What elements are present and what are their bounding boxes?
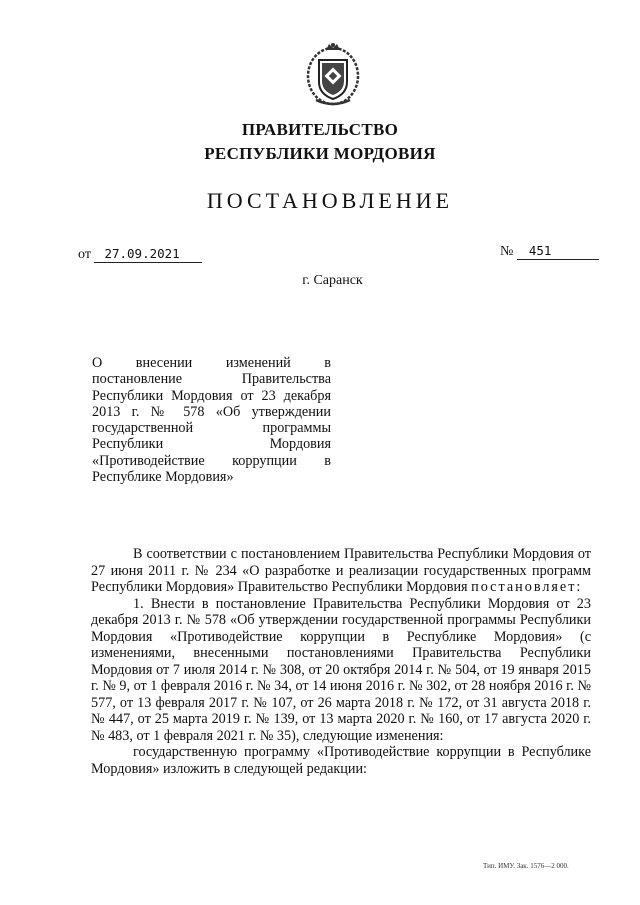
body-paragraph-1: [91, 546, 591, 596]
print-footer: Тип. ИМУ. Зак. 1576—2 000.: [483, 862, 569, 870]
resolution-keyword: постановляет:: [471, 579, 583, 595]
body-paragraph-2: 1. Внести в постановление Правительства Республики Мордовия от 23 декабря 2013 г. № 578 «Об утверждении государственной программы Республики Мордовия «Противодействие коррупции в Республике Мордовия» (с изменениями, внесенными постановлениями Правительства Республики Мордовия от 7 июля 2014 г. № 308, от 20 октября 2014 г. № 504, от 19 января 2015 г. № 9, от 1 февраля 2016 г. № 34, от 14 июня 2016 г. № 302, от 28 ноября 2016 г. № 577, от 13 февраля 2017 г. № 107, от 26 марта 2018 г. № 172, от 31 августа 2018 г. № 447, от 25 марта 2019 г. № 139, от 13 марта 2020 г. № 160, от 17 августа 2020 г. № 483, от 1 февраля 2021 г. № 35), следующие изменения:: [91, 595, 591, 744]
date-value: 27.09.2021: [94, 246, 202, 263]
organization-name-line-1: ПРАВИТЕЛЬСТВО: [241, 120, 399, 139]
city-line: г. Саранск: [302, 273, 363, 288]
organization-name-line-2: РЕСПУБЛИКИ МОРДОВИЯ: [204, 144, 436, 163]
body-paragraph-3: государственную программу «Противодействие коррупции в Республике Мордовия» изложить в следующей редакции:: [91, 744, 591, 777]
document-body: [91, 546, 591, 777]
coat-of-arms-icon: [304, 40, 362, 108]
document-type-title: ПОСТАНОВЛЕНИЕ: [206, 188, 454, 213]
document-number: [500, 243, 599, 260]
date-prefix: от: [78, 247, 91, 262]
number-value: 451: [517, 243, 599, 260]
body-paragraph-1-text: В соответствии с постановлением Правительства Республики Мордовия от 27 июня 2011 г. № 234 «О разработке и реализации государственных программ Республики Мордовия» Правительство Республики Мордовия: [91, 546, 591, 595]
document-subject: О внесении изменений в постановление Правительства Республики Мордовия от 23 декабря 2013 г. № 578 «Об утверждении государственной программы Республики Мордовия «Противодействие коррупции в Республике Мордовия»: [92, 355, 331, 486]
number-prefix: №: [500, 244, 514, 259]
document-date: [78, 246, 202, 263]
